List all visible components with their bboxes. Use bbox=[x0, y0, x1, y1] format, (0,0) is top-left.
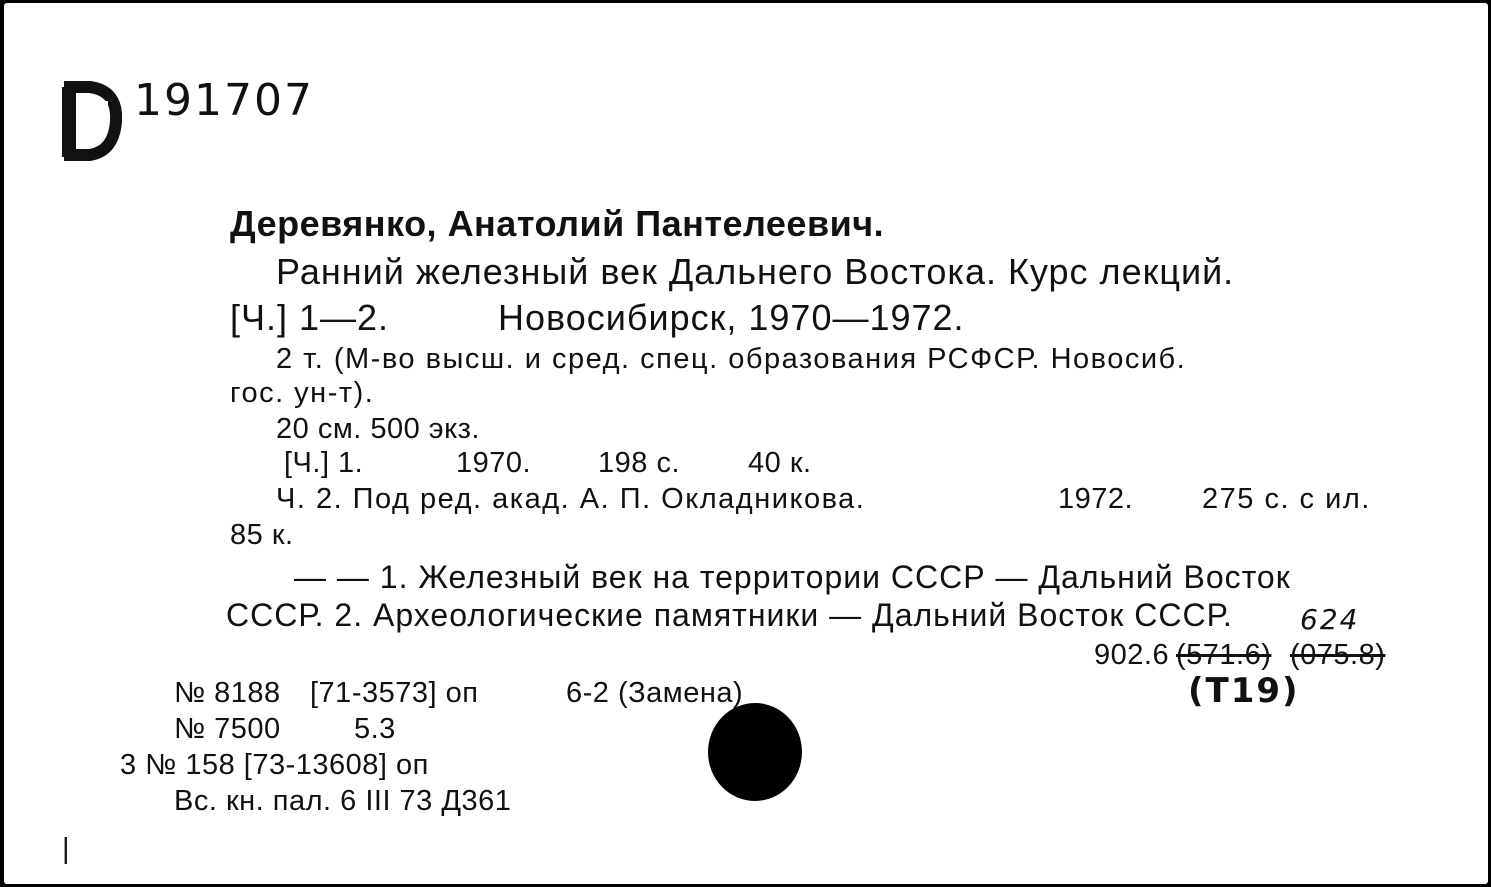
author-heading: Деревянко, Анатолий Пантелеевич. bbox=[230, 203, 885, 244]
registry-line-1-extra: 6-2 (Замена) bbox=[566, 677, 744, 709]
registry-line-2-no: № 7500 bbox=[174, 713, 281, 745]
vol2-price: 85 к. bbox=[230, 519, 294, 551]
margin-mark: | bbox=[62, 833, 71, 865]
subject-line-1: — — 1. Железный век на территории СССР — Дальний Восток bbox=[294, 559, 1291, 595]
vol2-year: 1972. bbox=[1058, 483, 1134, 515]
handwritten-class-top: 624 bbox=[1300, 603, 1360, 636]
punch-hole bbox=[708, 703, 802, 801]
vol2-line-1: Ч. 2. Под ред. акад. А. П. Окладникова. bbox=[276, 483, 866, 515]
class-struck-1: (571.6) bbox=[1176, 639, 1272, 671]
vol1-part: [Ч.] 1. bbox=[284, 447, 364, 479]
registry-line-3: 3 № 158 [73-13608] оп bbox=[120, 749, 429, 781]
title-line-1: Ранний железный век Дальнего Востока. Курс лекций. bbox=[276, 251, 1235, 292]
class-main: 902.6 bbox=[1094, 639, 1170, 671]
title-line-2-part: [Ч.] 1—2. bbox=[230, 297, 390, 338]
registry-line-4: Вс. кн. пал. 6 III 73 Д361 bbox=[174, 785, 512, 817]
vol1-pages: 198 с. bbox=[598, 447, 680, 479]
vol1-price: 40 к. bbox=[748, 447, 812, 479]
registry-line-1-no: № 8188 bbox=[174, 677, 281, 709]
description-line-3: 20 см. 500 экз. bbox=[276, 413, 480, 445]
class-struck-2: (075.8) bbox=[1290, 639, 1386, 671]
title-line-2-place: Новосибирск, 1970—1972. bbox=[498, 297, 965, 338]
description-line-1: 2 т. (М-во высш. и сред. спец. образования РСФСР. Новосиб. bbox=[276, 343, 1187, 375]
description-line-2: гос. ун-т). bbox=[230, 377, 375, 409]
vol1-year: 1970. bbox=[456, 447, 532, 479]
registry-line-1-code: [71-3573] оп bbox=[310, 677, 479, 709]
registry-line-2-extra: 5.3 bbox=[354, 713, 396, 745]
catalog-card bbox=[4, 3, 1488, 884]
vol2-pages: 275 с. с ил. bbox=[1202, 483, 1371, 515]
library-stamp-logo-icon bbox=[60, 81, 122, 161]
handwritten-class-bottom: (Т19) bbox=[1188, 671, 1300, 711]
subject-line-2: СССР. 2. Археологические памятники — Дальний Восток СССР. bbox=[226, 597, 1233, 633]
inventory-number: 191707 bbox=[134, 75, 314, 126]
